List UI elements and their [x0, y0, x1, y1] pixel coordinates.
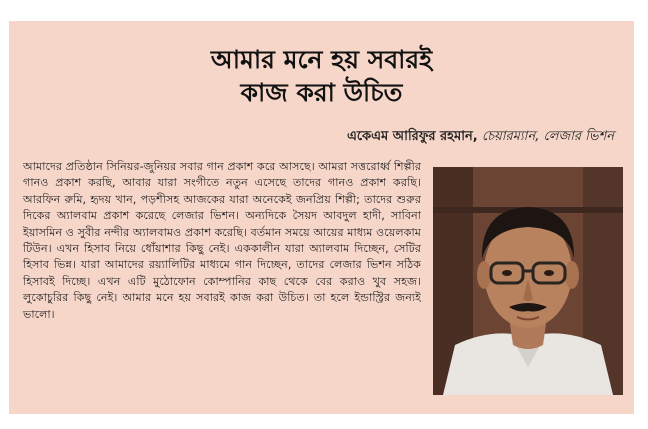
headline-line-2: কাজ করা উচিত	[240, 78, 403, 107]
article-body: আমাদের প্রতিষ্ঠান সিনিয়র-জুনিয়র সবার গান প্রকাশ করে আসছে। আমরা সত্তরোর্ধ্ব শিল্পীর গানও প্রকাশ করছি, আবার যারা সংগীতে নতুন এসেছে তাদের গানও প্রকাশ করছি। আরফিন রুমি, হৃদয় খান, পড়শীসহ আজকের যারা অনেকেই জনপ্রিয় শিল্পী; তাদের শুরুর দিকের অ্যালবাম প্রকাশ করেছে লেজার ভিশন। অন্যদিকে সৈয়দ আবদুল হাদী, সাবিনা ইয়াসমিন ও সুবীর নন্দীর অ্যালবামও প্রকাশ করেছি। বর্তমান সময়ে আয়ের মাধ্যম ওয়েলকাম টিউন। এখন হিসাব নিয়ে ধোঁয়াশার কিছু নেই। এককালীন যারা অ্যালবাম দিচ্ছেন, সেটির হিসাব ভিন্ন। যারা আমাদের রয়্যালিটির মাধ্যমে গান দিচ্ছেন, তাদের লেজার ভিশন সঠিক হিসাবই দিচ্ছে। এখন এটি মুঠোফোন কোম্পানির কাছ থেকে বের করাও খুব সহজ। লুকোচুরির কিছু নেই। আমার মনে হয় সবারই কাজ করা উচিত। তা হলে ইন্ডাস্ট্রির জন্যই ভালো।	[23, 160, 421, 321]
author-organization: লেজার ভিশন	[543, 129, 614, 144]
byline	[347, 128, 614, 146]
author-portrait	[433, 167, 623, 395]
headline-line-1: আমার মনে হয় সবারই	[210, 45, 433, 74]
article-card	[9, 21, 634, 414]
headline	[9, 43, 634, 109]
author-name: একেএম আরিফুর রহমান,	[346, 129, 478, 144]
author-role: চেয়ারম্যান,	[481, 129, 540, 144]
